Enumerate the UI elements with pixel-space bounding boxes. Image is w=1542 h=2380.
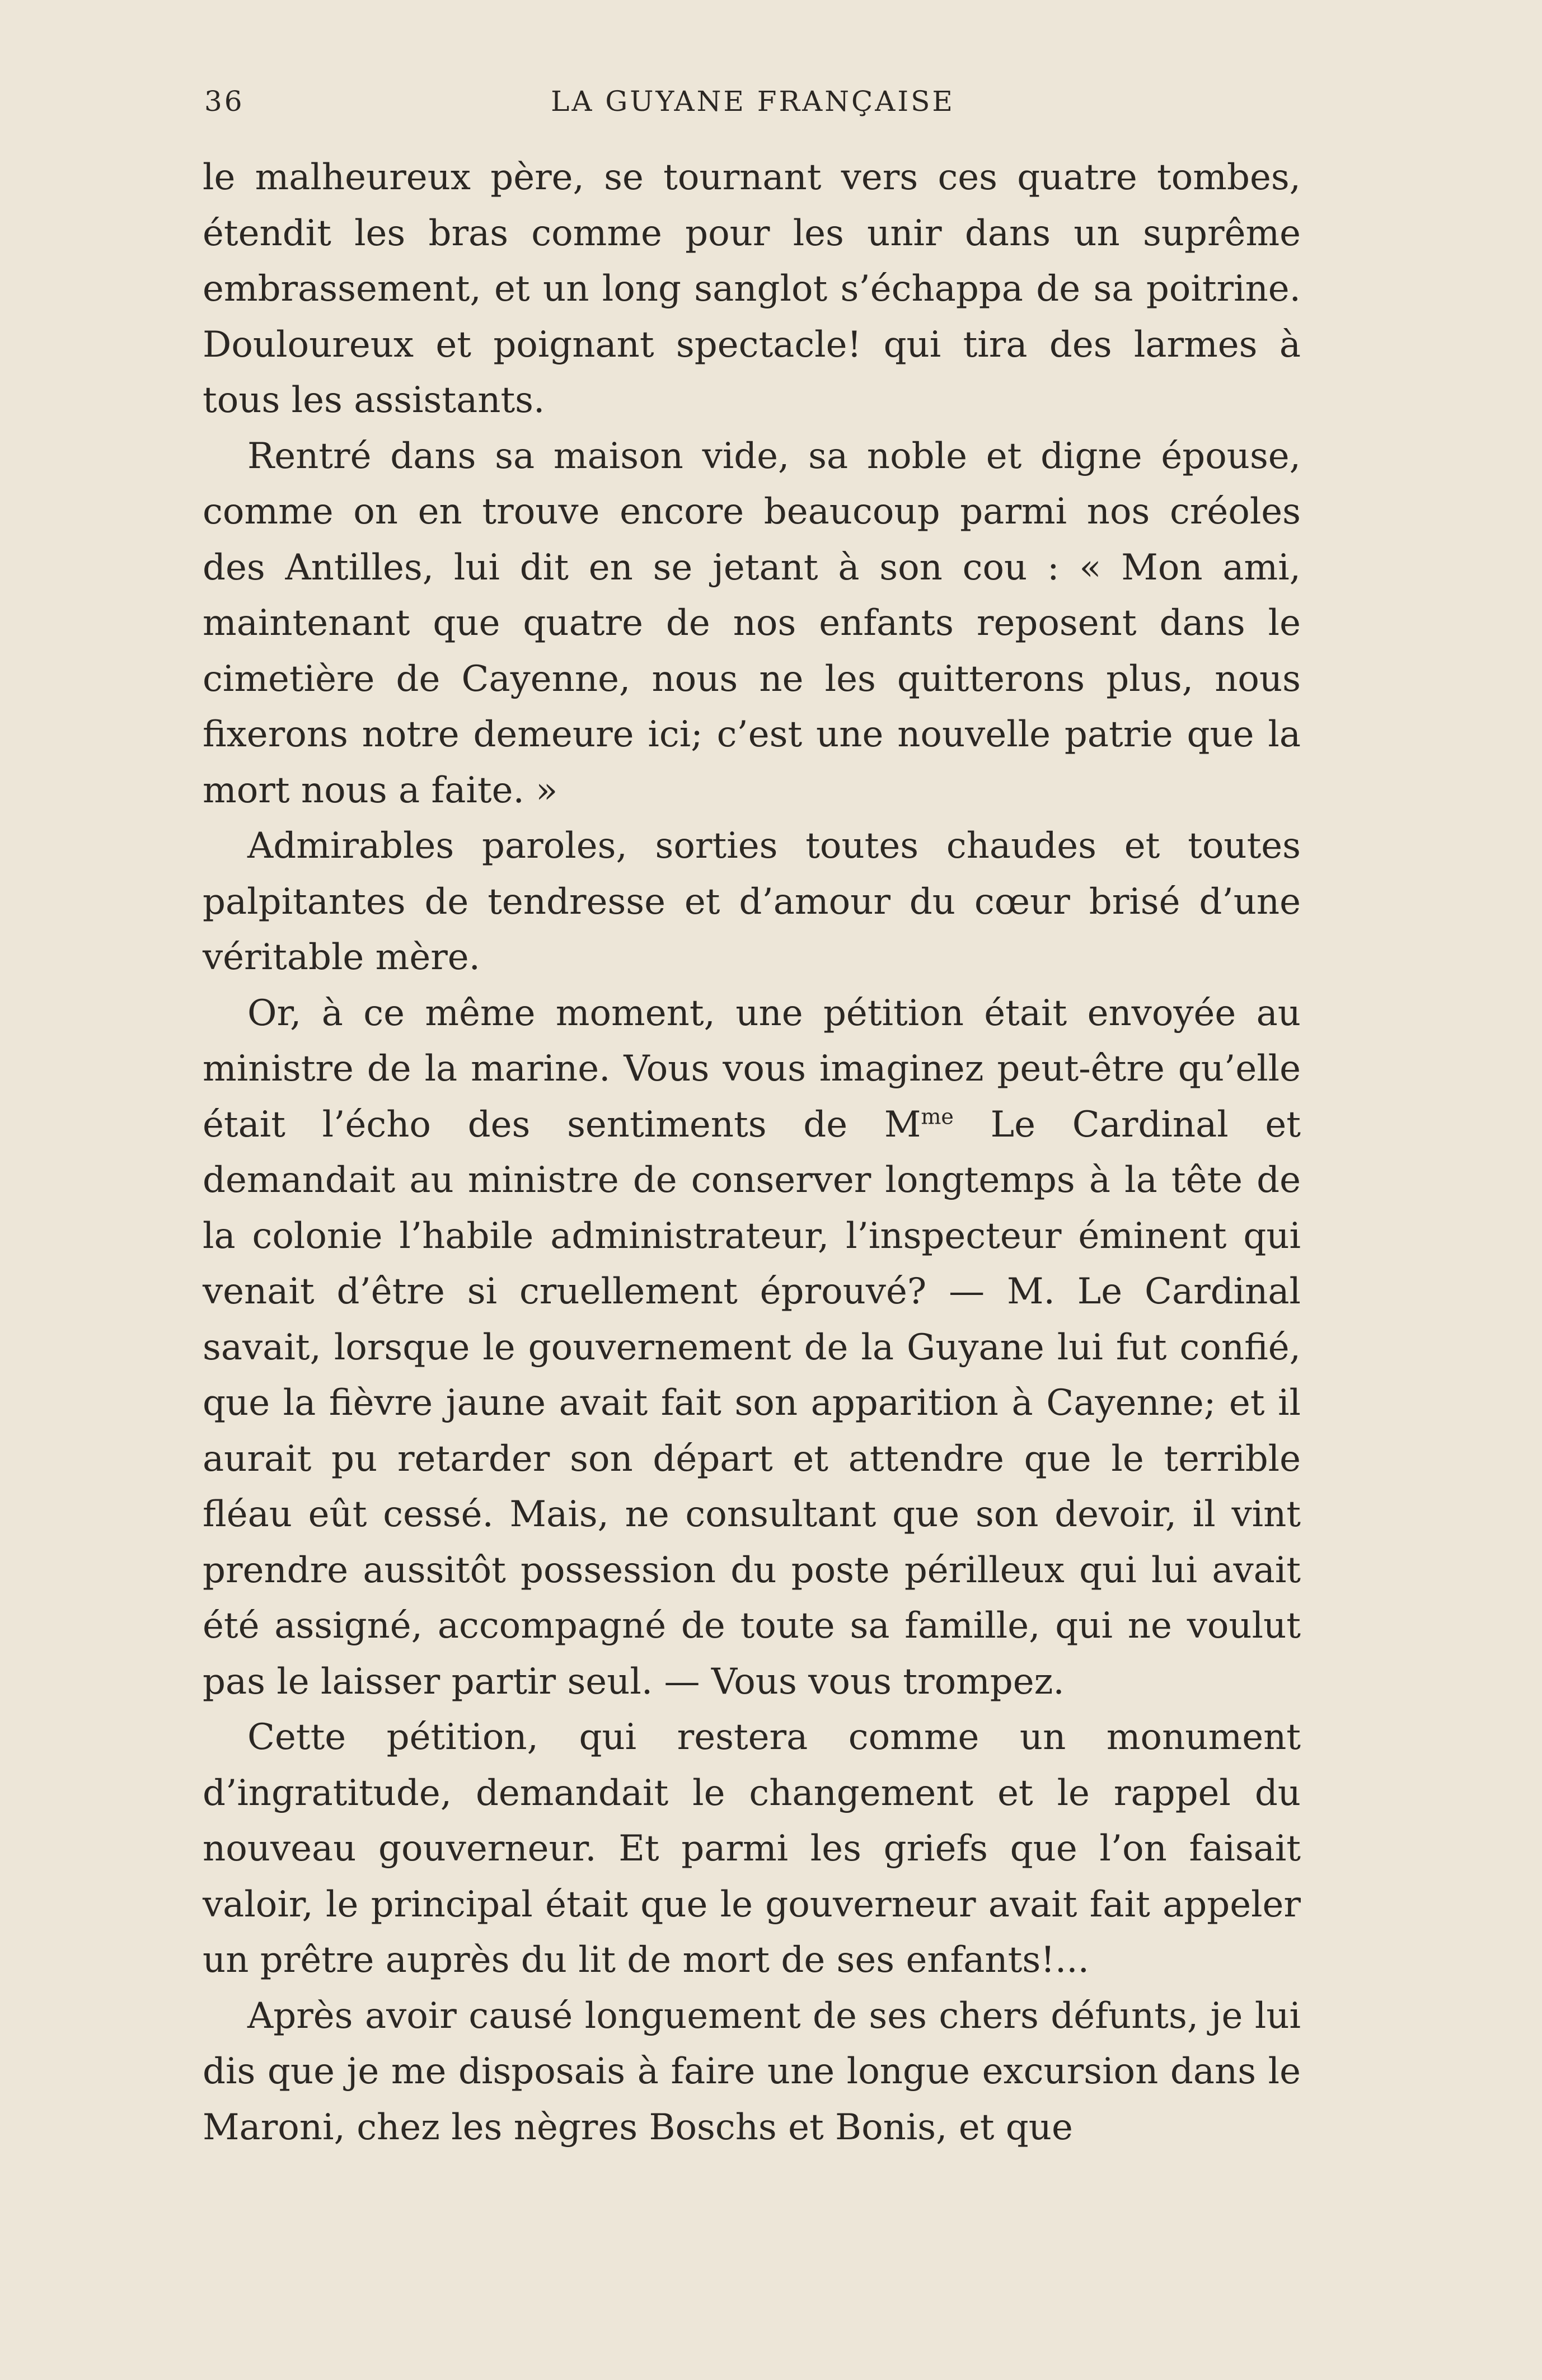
paragraph-1: le malheureux père, se tournant vers ces quatre tombes, étendit les bras comme pour les unir dans un suprême embrassement, et un long sanglot s’échappa de sa poitrine. Douloureux et poignant spectacle! qui tira des larmes à tous les assistants. bbox=[203, 157, 1301, 421]
paragraph-4-part-2: Le Cardinal et demandait au ministre de conserver longtemps à la tête de la colonie l’habile administrateur, l’inspecteur éminent qui venait d’être si cruellement éprouvé? — M. Le Cardinal savait, lorsque le gouvernement de la Guyane lui fut confié, que la fièvre jaune avait fait son apparition à Cayenne; et il aurait pu retarder son départ et attendre que le terrible fléau eût cessé. Mais, ne consultant que son devoir, il vint prendre aussitôt possession du poste périlleux qui lui avait été assigné, accompagné de toute sa famille, qui ne voulut pas le laisser partir seul. — Vous vous trompez. bbox=[203, 1104, 1301, 1703]
page-number: 36 bbox=[204, 85, 245, 118]
running-header bbox=[204, 85, 1301, 124]
paragraph-2: Rentré dans sa maison vide, sa noble et digne épouse, comme on en trouve encore beaucoup parmi nos créoles des Antilles, lui dit en se jetant à son cou : « Mon ami, maintenant que quatre de nos enfants reposent dans le cimetière de Cayenne, nous ne les quitterons plus, nous fixerons notre demeure ici; c’est une nouvelle patrie que la mort nous a faite. » bbox=[203, 435, 1301, 811]
paragraph-4-part-1: Or, à ce même moment, une pétition était envoyée au ministre de la marine. Vous vous imaginez peut-être qu’elle était l’écho des sentiments de M bbox=[203, 992, 1301, 1145]
paragraph-5: Cette pétition, qui restera comme un monument d’ingratitude, demandait le changement et le rappel du nouveau gouverneur. Et parmi les griefs que l’on faisait valoir, le principal était que le gouverneur avait fait appeler un prêtre auprès du lit de mort de ses enfants!... bbox=[203, 1717, 1301, 1981]
body-text bbox=[203, 150, 1301, 2155]
paragraph-6: Après avoir causé longuement de ses chers défunts, je lui dis que je me disposais à faire une longue excursion dans le Maroni, chez les nègres Boschs et Bonis, et que bbox=[203, 1995, 1301, 2148]
running-title: LA GUYANE FRANÇAISE bbox=[551, 85, 955, 118]
paragraph-4 bbox=[203, 986, 1301, 1710]
paragraph-3: Admirables paroles, sorties toutes chaudes et toutes palpitantes de tendresse et d’amour du cœur brisé d’une véritable mère. bbox=[203, 825, 1301, 978]
superscript-me: me bbox=[921, 1104, 954, 1129]
